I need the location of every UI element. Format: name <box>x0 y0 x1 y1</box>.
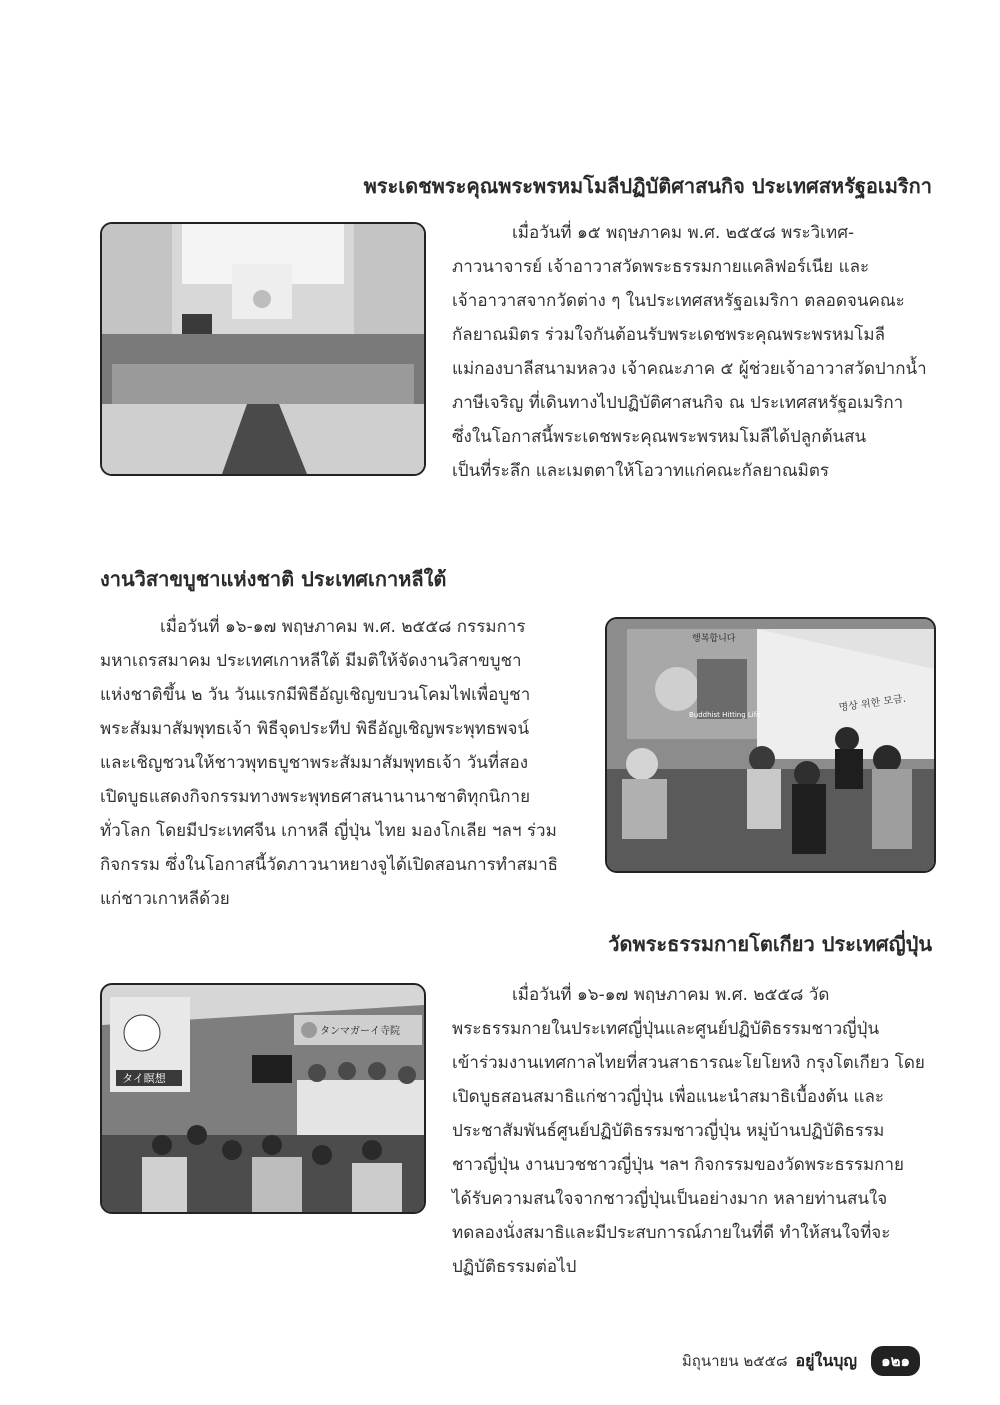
text-line: เปิดบูธสอนสมาธิแก่ชาวญี่ปุ่น เพื่อแนะนำสมาธิเบื้องต้น และ <box>452 1087 884 1107</box>
magazine-title: อยู่ในบุญ <box>795 1350 858 1370</box>
section-2-text <box>100 610 585 916</box>
text-line: มหาเถรสมาคม ประเทศเกาหลีใต้ มีมติให้จัดงานวิสาขบูชา <box>100 651 522 671</box>
korea-banner-text: 명상 위한 모금. <box>838 693 907 714</box>
text-line: และเชิญชวนให้ชาวพุทธบูชาพระสัมมาสัมพุทธเจ้า วันที่สอง <box>100 753 528 773</box>
japan-sign-1-text: タイ瞑想 <box>122 1072 166 1085</box>
page-number: ๑๒๑ <box>871 1346 920 1376</box>
text-line: ซึ่งในโอกาสนี้พระเดชพระคุณพระพรหมโมลีได้ปลูกต้นสน <box>452 427 867 447</box>
japan-sign-2-text: タンマガーイ寺院 <box>320 1026 400 1037</box>
section-3-photo <box>100 983 426 1214</box>
section-2-heading: งานวิสาขบูชาแห่งชาติ ประเทศเกาหลีใต้ <box>100 567 447 591</box>
text-line: แก่ชาวเกาหลีด้วย <box>100 889 230 909</box>
text-line: เมื่อวันที่ ๑๕ พฤษภาคม พ.ศ. ๒๕๕๘ พระวิเทศ- <box>512 223 855 243</box>
text-line: เมื่อวันที่ ๑๖-๑๗ พฤษภาคม พ.ศ. ๒๕๕๘ วัด <box>512 985 830 1005</box>
section-2-photo <box>605 617 936 873</box>
korea-sign-2-text: Buddhist Hitting Life <box>689 711 761 719</box>
thai-festival-booth-photo <box>102 985 424 1212</box>
text-line: ทดลองนั่งสมาธิและมีประสบการณ์ภายในที่ดี ทำให้สนใจที่จะ <box>452 1223 891 1243</box>
text-line: กิจกรรม ซึ่งในโอกาสนี้วัดภาวนาหยางจูได้เปิดสอนการทำสมาธิ <box>100 855 559 875</box>
text-line: ภาวนาจารย์ เจ้าอาวาสวัดพระธรรมกายแคลิฟอร์เนีย และ <box>452 257 870 277</box>
text-line: เป็นที่ระลึก และเมตตาให้โอวาทแก่คณะกัลยาณมิตร <box>452 461 829 481</box>
text-line: เข้าร่วมงานเทศกาลไทยที่สวนสาธารณะโยโยหงิ กรุงโตเกียว โดย <box>452 1053 925 1073</box>
text-line: พระธรรมกายในประเทศญี่ปุ่นและศูนย์ปฏิบัติธรรมชาวญี่ปุ่น <box>452 1019 880 1039</box>
text-line: แม่กองบาลีสนามหลวง เจ้าคณะภาค ๕ ผู้ช่วยเจ้าอาวาสวัดปากน้ำ <box>452 359 927 379</box>
section-3-heading: วัดพระธรรมกายโตเกียว ประเทศญี่ปุ่น <box>608 932 932 956</box>
text-line: เจ้าอาวาสจากวัดต่าง ๆ ในประเทศสหรัฐอเมริกา ตลอดจนคณะ <box>452 291 905 311</box>
meditation-booth-photo <box>607 619 934 871</box>
section-3-text <box>452 978 932 1284</box>
text-line: พระสัมมาสัมพุทธเจ้า พิธีจุดประทีป พิธีอัญเชิญพระพุทธพจน์ <box>100 719 530 739</box>
section-1-text <box>452 216 932 488</box>
text-line: แห่งชาติขึ้น ๒ วัน วันแรกมีพิธีอัญเชิญขบวนโคมไฟเพื่อบูชา <box>100 685 531 705</box>
section-1-photo <box>100 222 426 476</box>
issue-date: มิถุนายน ๒๕๕๘ <box>681 1352 788 1370</box>
text-line: ได้รับความสนใจจากชาวญี่ปุ่นเป็นอย่างมาก หลายท่านสนใจ <box>452 1189 888 1209</box>
page-footer <box>560 1346 920 1376</box>
text-line: ภาษีเจริญ ที่เดินทางไปปฏิบัติศาสนกิจ ณ ประเทศสหรัฐอเมริกา <box>452 393 904 413</box>
text-line: เปิดบูธแสดงกิจกรรมทางพระพุทธศาสนานานาชาติทุกนิกาย <box>100 787 531 807</box>
section-1-heading: พระเดชพระคุณพระพรหมโมลีปฏิบัติศาสนกิจ ประเทศสหรัฐอเมริกา <box>363 174 932 198</box>
text-line: เมื่อวันที่ ๑๖-๑๗ พฤษภาคม พ.ศ. ๒๕๕๘ กรรมการ <box>160 617 526 637</box>
text-line: ทั่วโลก โดยมีประเทศจีน เกาหลี ญี่ปุ่น ไทย มองโกเลีย ฯลฯ ร่วม <box>100 821 557 841</box>
text-line: ชาวญี่ปุ่น งานบวชชาวญี่ปุ่น ฯลฯ กิจกรรมของวัดพระธรรมกาย <box>452 1155 904 1175</box>
korea-sign-1-text: 행복합니다 <box>692 634 736 644</box>
text-line: ปฏิบัติธรรมต่อไป <box>452 1257 577 1277</box>
text-line: ประชาสัมพันธ์ศูนย์ปฏิบัติธรรมชาวญี่ปุ่น หมู่บ้านปฏิบัติธรรม <box>452 1121 885 1141</box>
text-line: กัลยาณมิตร ร่วมใจกันต้อนรับพระเดชพระคุณพระพรหมโมลี <box>452 325 886 345</box>
temple-hall-group-photo <box>102 224 424 474</box>
